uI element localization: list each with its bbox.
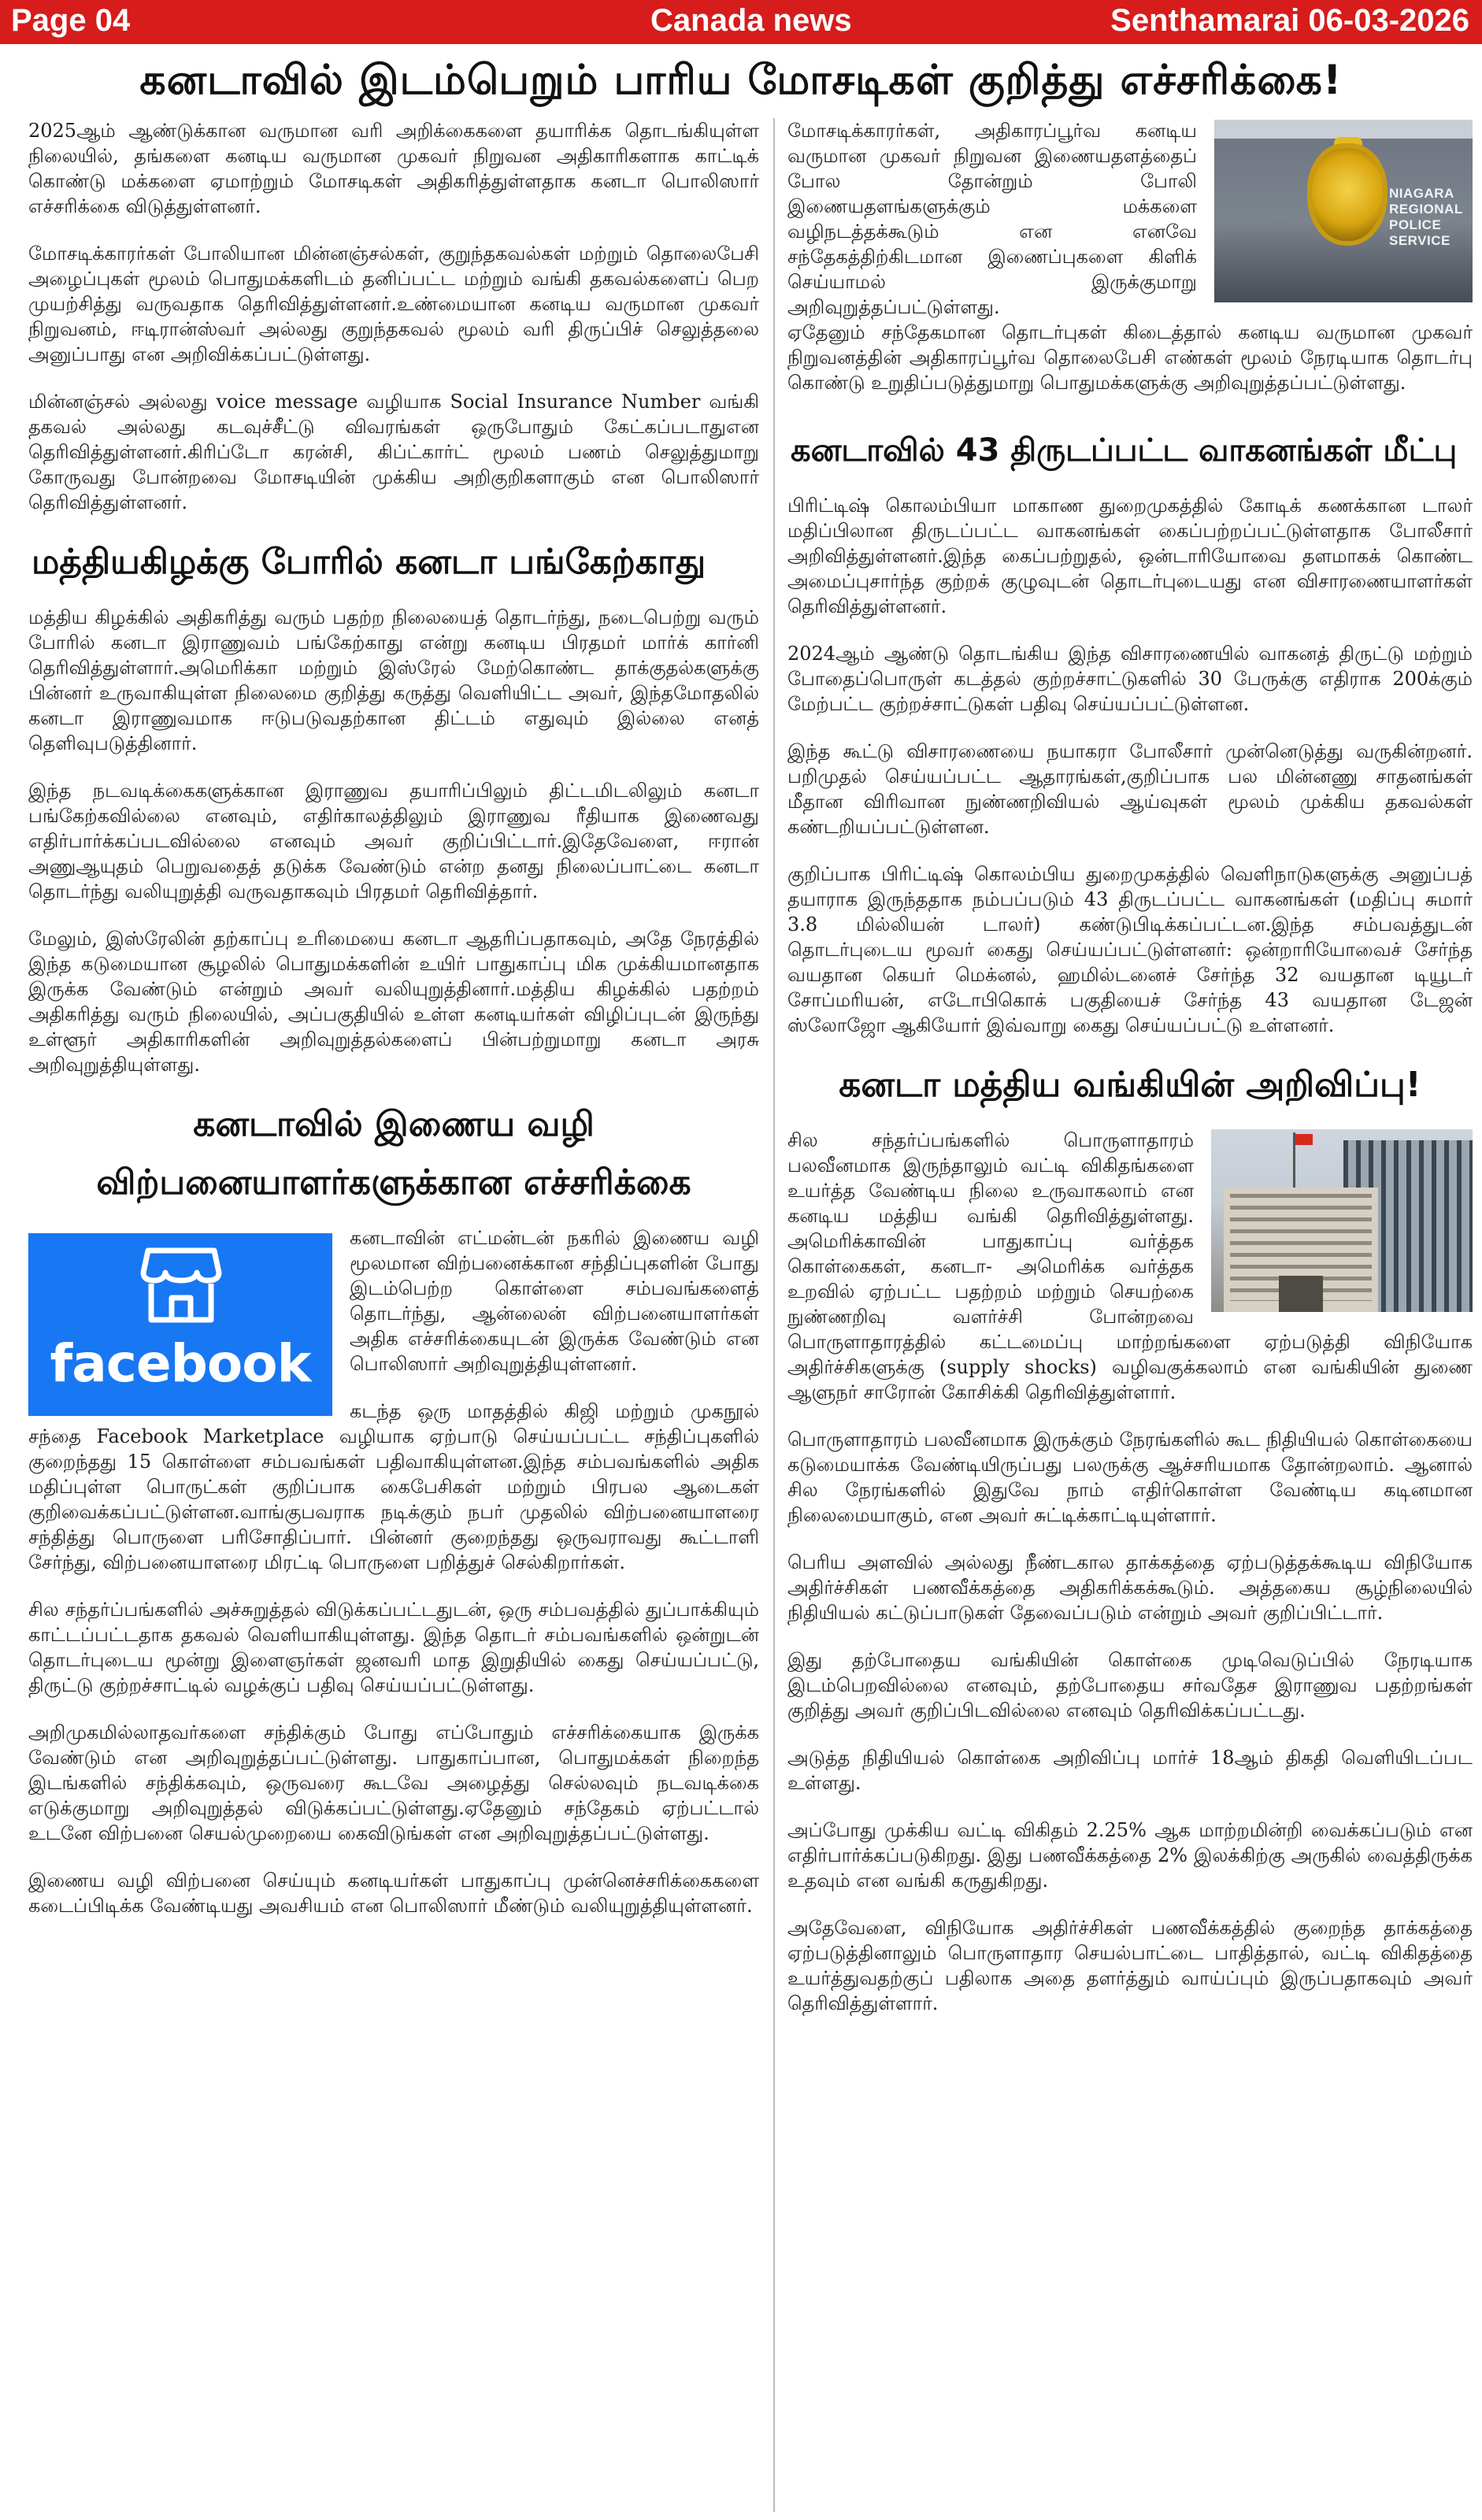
online-paragraph: சில சந்தர்ப்பங்களில் அச்சுறுத்தல் விடுக்கப்பட்டதுடன், ஒரு சம்பவத்தில் துப்பாக்கியும் காட்டப்பட்டதாக தகவல் வெளியாகியுள்ளது. இந்த தொடர் சம்பவங்களில் ஒன்றுடன் தொடர்புடைய மூன்று இளைஞர்கள் ஜனவரி மாத இறுதியில் கைது செய்யப்பட்டு, திருட்டு குற்றச்சாட்டில் வழக்குப் பதிவு செய்யப்பட்டுள்ளது. bbox=[28, 1599, 759, 1696]
bank-headline: கனடா மத்திய வங்கியின் அறிவிப்பு! bbox=[839, 1065, 1421, 1105]
column-divider bbox=[773, 118, 775, 2512]
online-paragraph: அறிமுகமில்லாதவர்களை சந்திக்கும் போது எப்போதும் எச்சரிக்கையாக இருக்க வேண்டும் என அறிவுறுத்தப்பட்டுள்ளது. பாதுகாப்பான, பொதுமக்கள் நிறைந்த இடங்களில் சந்திக்கவும், ஒருவரை கூடவே அழைத்து செல்லவும் நடவடிக்கை எடுக்குமாறு அறிவுறுத்தல் விடுக்கப்பட்டுள்ளது.ஏதேனும் சந்தேகம் ஏற்பட்டால் உடனே விற்பனை செயல்முறையை கைவிடுங்கள் என அறிவுறுத்தப்பட்டுள்ளது. bbox=[28, 1721, 759, 1844]
fraud-paragraph: ஏதேனும் சந்தேகமான தொடர்புகள் கிடைத்தால் கனடிய வருமான முகவர் நிறுவனத்தின் அதிகாரப்பூர்வ தொலைபேசி எண்கள் மூலம் நேரடியாக தொடர்பு கொண்டு உறுதிப்படுத்துமாறு பொதுமக்களுக்கு அறிவுறுத்தப்பட்டுள்ளது. bbox=[787, 321, 1473, 394]
vehicles-paragraph: 2024ஆம் ஆண்டு தொடங்கிய இந்த விசாரணையில் வாகனத் திருட்டு மற்றும் போதைப்பொருள் கடத்தல் குற்றச்சாட்டுகளில் 30 பேருக்கு எதிராக 200க்கும் மேற்பட்ட குற்றச்சாட்டுகள் பதிவு செய்யப்பட்டுள்ளன. bbox=[787, 643, 1473, 715]
vehicles-paragraph: குறிப்பாக பிரிட்டிஷ் கொலம்பிய துறைமுகத்தில் வெளிநாடுகளுக்கு அனுப்பத் தயாராக இருந்ததாக நம்பப்படும் 43 திருடப்பட்ட வாகனங்கள் (மதிப்பு சுமார் 3.8 மில்லியன் டாலர்) கண்டுபிடிக்கப்பட்டன.இந்த சம்பவத்துடன் தொடர்புடைய மூவர் கைது செய்யப்பட்டுள்ளனர்: ஒன்றாரியோவைச் சேர்ந்த வயதான கெயர் மெக்னல், ஹமில்டனைச் சேர்ந்த 32 வயதான டியூடர் சோப்மரியன், எடோபிகொக் பகுதியைச் சேர்ந்த 43 வயதான டேஜன் ஸ்லோஜோ ஆகியோர் இவ்வாறு கைது செய்யப்பட்டு உள்ளனர். bbox=[787, 863, 1473, 1036]
main-headline-box bbox=[28, 49, 1454, 115]
police-sign-text: NIAGARA REGIONAL POLICE SERVICE bbox=[1389, 186, 1463, 248]
war-paragraph: மேலும், இஸ்ரேலின் தற்காப்பு உரிமையை கனடா ஆதரிப்பதாகவும், அதே நேரத்தில் இந்த கடுமையான சூழலில் பொதுமக்களின் உயிர் பாதுகாப்பு மிக முக்கியமானதாக இருக்க வேண்டும் என்றும் அவர் வலியுறுத்தினார்.மத்திய கிழக்கில் பதற்றம் அதிகரித்து வரும் நிலையில், அப்பகுதியில் உள்ள கனடியர்கள் விழிப்புடன் இருந்து உள்ளூர் அதிகாரிகளின் அறிவுறுத்தல்களைப் பின்பற்றுமாறு கனடா அரசு அறிவுறுத்தியுள்ளது. bbox=[28, 928, 759, 1076]
war-headline: மத்தியகிழக்கு போரில் கனடா பங்கேற்காது bbox=[31, 542, 706, 582]
war-paragraph: மத்திய கிழக்கில் அதிகரித்து வரும் பதற்ற நிலையைத் தொடர்ந்து, நடைபெற்று வரும் போரில் கனடா இராணுவம் பங்கேற்காது என்று கனடிய பிரதமர் மார்க் கார்னி தெரிவித்துள்ளார்.அமெரிக்கா மற்றும் இஸ்ரேல் மேற்கொண்ட தாக்குதல்களுக்கு பின்னர் உருவாகியுள்ள நிலைமை குறித்து கருத்து வெளியிட்ட அவர், இந்தமோதலில் கனடா இராணுவமாக ஈடுபடுவதற்கான திட்டம் எதுவும் இல்லை எனத் தெளிவுபடுத்தினார். bbox=[28, 606, 759, 754]
fraud-paragraph: மின்னஞ்சல் அல்லது voice message வழியாக Social Insurance Number வங்கி தகவல் அல்லது கடவுச்சீட்டு விவரங்கள் ஒருபோதும் கேட்கப்படாதுஎன தெரிவித்துள்ளனர்.கிரிப்டோ கரன்சி, கிப்ட்கார்ட் மூலம் பணம் செலுத்துமாறு கோருவது போன்றவை மோசடியின் முக்கிய அறிகுறிகளாகும் என பொலிஸார் தெரிவித்துள்ளனர். bbox=[28, 391, 759, 513]
bank-paragraph: அப்போது முக்கிய வட்டி விகிதம் 2.25% ஆக மாற்றமின்றி வைக்கப்படும் என எதிர்பார்க்கப்படுகிறது. இது பணவீக்கத்தை 2% இலக்கிற்கு அருகில் வைத்திருக்க உதவும் என வங்கி கருதுகிறது. bbox=[787, 1819, 1473, 1892]
article-fraud bbox=[28, 118, 759, 515]
bank-paragraph: பெரிய அளவில் அல்லது நீண்டகால தாக்கத்தை ஏற்படுத்தக்கூடிய விநியோக அதிர்ச்சிகள் பணவீக்கத்தை அதிகரிக்கக்கூடும். அத்தகைய சூழ்நிலையில் நிதியியல் கட்டுப்பாடுகள் தேவைப்படும் என்றும் அவர் குறிப்பிட்டார். bbox=[787, 1551, 1473, 1624]
war-paragraph: இந்த நடவடிக்கைகளுக்கான இராணுவ தயாரிப்பிலும் திட்டமிடலிலும் கனடா பங்கேற்கவில்லை எனவும், எதிர்காலத்திலும் இராணுவ ரீதியாக இணைவது எதிர்பார்க்கப்படவில்லை எனவும் அவர் குறிப்பிட்டார்.இதேவேளை, ஈரான் அணுஆயுதம் பெறுவதைத் தடுக்க வேண்டும் என்ற தனது நிலைப்பாட்டை கனடா தொடர்ந்து வலியுறுத்தி வருவதாகவும் பிரதமர் தெரிவித்தார். bbox=[28, 780, 759, 902]
online-headline-line1: கனடாவில் இணைய வழி bbox=[193, 1104, 595, 1144]
right-column bbox=[787, 118, 1473, 2514]
edition-date: Senthamarai 06-03-2026 bbox=[1110, 3, 1469, 38]
left-column bbox=[28, 118, 759, 2514]
police-badge-icon bbox=[1312, 148, 1383, 241]
online-paragraph: கனடாவின் எட்மன்டன் நகரில் இணைய வழி மூலமான விற்பனைக்கான சந்திப்புகளின் போது இடம்பெற்ற கொள்ளை சம்பவங்களைத் தொடர்ந்து, ஆன்லைன் விற்பனையாளர்கள் அதிக எச்சரிக்கையுடன் இருக்க வேண்டும் என பொலிஸார் அறிவுறுத்தியுள்ளனர். bbox=[350, 1227, 759, 1375]
bank-paragraph: அடுத்த நிதியியல் கொள்கை அறிவிப்பு மார்ச் 18ஆம் திகதி வெளியிடப்பட உள்ளது. bbox=[787, 1747, 1473, 1794]
bank-building-photo bbox=[1211, 1129, 1473, 1312]
article-central-bank bbox=[787, 1060, 1473, 2016]
vehicles-paragraph: பிரிட்டிஷ் கொலம்பியா மாகாண துறைமுகத்தில் கோடிக் கணக்கான டாலர் மதிப்பிலான திருடப்பட்ட வாகனங்கள் கைப்பற்றப்பட்டுள்ளதாக போலீசார் அறிவித்துள்ளனர்.இந்த கைப்பற்றுதல், ஒன்டாரியோவை தளமாகக் கொண்ட அமைப்புசார்ந்த குற்றக் குழுவுடன் தொடர்புடையது என விசாரணையாளர்கள் தெரிவித்துள்ளனர். bbox=[787, 495, 1473, 617]
bank-paragraph: பொருளாதாரம் பலவீனமாக இருக்கும் நேரங்களில் கூட நிதியியல் கொள்கையை கடுமையாக்க வேண்டியிருப்பது பலருக்கு ஆச்சரியமாக தோன்றலாம். ஆனால் சில நேரங்களில் இதுவே நாம் எதிர்கொள்ள வேண்டிய கடினமான நிலைமையாகும், என அவர் சுட்டிக்காட்டியுள்ளார். bbox=[787, 1429, 1473, 1526]
canada-flag-icon bbox=[1295, 1134, 1313, 1145]
page-header-bar bbox=[0, 0, 1482, 44]
facebook-wordmark: facebook bbox=[50, 1333, 311, 1394]
article-online-sellers bbox=[28, 1099, 759, 1918]
fraud-paragraph: மோசடிக்காரர்கள், அதிகாரப்பூர்வ கனடிய வருமான முகவர் நிறுவன இணையதளத்தைப் போல தோன்றும் போலி இணையதளங்களுக்கும் மக்களை வழிநடத்தக்கூடும் என எனவே சந்தேகத்திற்கிடமான இணைப்புகளை கிளிக் செய்யாமல் இருக்குமாறு அறிவுறுத்தப்பட்டுள்ளது. bbox=[787, 120, 1197, 318]
bank-paragraph: அதேவேளை, விநியோக அதிர்ச்சிகள் பணவீக்கத்தில் குறைந்த தாக்கத்தை ஏற்படுத்தினாலும் பொருளாதார செயல்பாட்டை பாதித்தால், வட்டி விகிதத்தை உயர்த்துவதற்குப் பதிலாக அதை தளர்த்தும் வாய்ப்பும் இருப்பதாகவும் அவர் தெரிவித்துள்ளார். bbox=[787, 1917, 1473, 2014]
article-fraud-continued bbox=[787, 118, 1473, 417]
page-number: Page 04 bbox=[11, 3, 131, 38]
fraud-paragraph: 2025ஆம் ஆண்டுக்கான வருமான வரி அறிக்கைகளை தயாரிக்க தொடங்கியுள்ள நிலையில், தங்களை கனடிய வருமான முகவர் நிறுவன அதிகாரிகளாக காட்டிக் கொண்டு மக்களை ஏமாற்றும் மோசடிகள் அதிகரித்துள்ளதாக கனடா பொலிஸார் எச்சரிக்கை விடுத்துள்ளனர். bbox=[28, 120, 759, 217]
facebook-image bbox=[28, 1233, 332, 1416]
fraud-paragraph: மோசடிக்காரர்கள் போலியான மின்னஞ்சல்கள், குறுந்தகவல்கள் மற்றும் தொலைபேசி அழைப்புகள் மூலம் பொதுமக்களிடம் தனிப்பட்ட மற்றும் வங்கி தகவல்களைப் பெற முயற்சித்து வருவதாக தெரிவித்துள்ளனர்.உண்மையான கனடிய வருமான முகவர் நிறுவனம், ஈடிரான்ஸ்வர் அல்லது குறுந்தகவல் மூலம் வரி திருப்பிச் செலுத்தலை அனுப்பாது என அறிவிக்கப்பட்டுள்ளது. bbox=[28, 243, 759, 365]
article-vehicles bbox=[787, 425, 1473, 1038]
vehicles-paragraph: இந்த கூட்டு விசாரணையை நயாகரா போலீசார் முன்னெடுத்து வருகின்றனர். பறிமுதல் செய்யப்பட்ட ஆதாரங்கள்,குறிப்பாக பல மின்னணு சாதனங்கள் மீதான விரிவான நுண்ணறிவியல் ஆய்வுகள் மூலம் முக்கிய தகவல்கள் கண்டறியப்பட்டுள்ளன. bbox=[787, 740, 1473, 838]
online-paragraph: இணைய வழி விற்பனை செய்யும் கனடியர்கள் பாதுகாப்பு முன்னெச்சரிக்கைகளை கடைப்பிடிக்க வேண்டியது அவசியம் என பொலிஸார் மீண்டும் வலியுறுத்தியுள்ளனர். bbox=[28, 1870, 759, 1917]
bank-paragraph: இது தற்போதைய வங்கியின் கொள்கை முடிவெடுப்பில் நேரடியாக இடம்பெறவில்லை எனவும், தற்போதைய சர்வதேச இராணுவ பதற்றங்கள் குறித்து அவர் குறிப்பிடவில்லை எனவும் தெரிவிக்கப்பட்டது. bbox=[787, 1649, 1473, 1721]
main-headline: கனடாவில் இடம்பெறும் பாரிய மோசடிகள் குறித்து எச்சரிக்கை! bbox=[139, 57, 1343, 104]
online-paragraph: கடந்த ஒரு மாதத்தில் கிஜி மற்றும் முகநூல் சந்தை Facebook Marketplace வழியாக ஏற்பாடு செய்யப்பட்ட சந்திப்புகளில் குறைந்தது 15 கொள்ளை சம்பவங்கள் பதிவாகியுள்ளன.இந்த சம்பவங்களில் அதிக மதிப்புள்ள பொருட்கள் குறிப்பாக கைபேசிகள் மற்றும் பிரபல ஆடைகள் குறிவைக்கப்பட்டுள்ளன.வாங்குபவராக நடிக்கும் நபர் முதலில் விற்பனையாளரை சந்தித்து பொருளை பரிசோதிப்பார். பின்னர் குறைந்தது ஒருவராவது கூட்டாளி சேர்ந்து, விற்பனையாளரை மிரட்டி பொருளை பறித்துச் செல்கிறார்கள். bbox=[28, 1400, 759, 1573]
article-war bbox=[28, 537, 759, 1077]
online-headline-line2: விற்பனையாளர்களுக்கான எச்சரிக்கை bbox=[96, 1162, 691, 1203]
police-photo bbox=[1214, 120, 1473, 302]
bank-paragraph: சில சந்தர்ப்பங்களில் பொருளாதாரம் பலவீனமாக இருந்தாலும் வட்டி விகிதங்களை உயர்த்த வேண்டிய நிலை உருவாகலாம் என கனடிய மத்திய வங்கி தெரிவித்துள்ளது. அமெரிக்காவின் பாதுகாப்பு வர்த்தக கொள்கைகள், கனடா- அமெரிக்க வர்த்தக உறவில் ஏற்பட்ட பதற்றம் மற்றும் செயற்கை நுண்ணறிவு வளர்ச்சி போன்றவை பொருளாதாரத்தில் கட்டமைப்பு மாற்றங்களை ஏற்படுத்தி விநியோக அதிர்ச்சிகளுக்கு (supply shocks) வழிவகுக்கலாம் என வங்கியின் துணை ஆளுநர் சாரோன் கோசிக்கி தெரிவித்துள்ளார். bbox=[787, 1129, 1473, 1403]
section-name: Canada news bbox=[650, 3, 852, 38]
storefront-icon bbox=[140, 1244, 222, 1326]
vehicles-headline: கனடாவில் 43 திருடப்பட்ட வாகனங்கள் மீட்பு bbox=[791, 432, 1458, 469]
